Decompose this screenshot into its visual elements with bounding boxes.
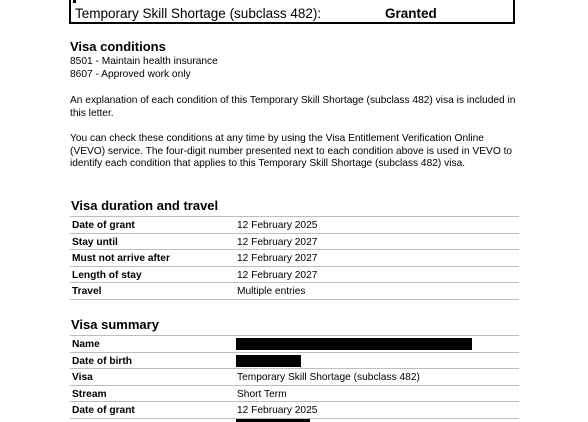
row-label: Date of grant [72,405,135,417]
visa-summary-heading: Visa summary [71,317,159,332]
table-row [70,353,519,370]
row-value: Short Term [237,388,287,400]
redacted-dob-block [236,355,301,367]
row-value: 12 February 2025 [237,405,318,417]
table-row [70,336,519,353]
row-value: 12 February 2025 [237,220,318,231]
table-row [70,402,519,419]
row-label: Must not arrive after [72,253,170,265]
row-value: Temporary Skill Shortage (subclass 482) [237,372,420,384]
row-label: Travel [72,286,102,298]
table-row [70,217,519,234]
visa-summary-table [70,335,519,419]
table-row [70,250,519,267]
table-row [70,386,519,403]
vevo-paragraph: You can check these conditions at any time by using the Visa Entitlement Verification Online (VEVO) service. The four-digit number presented next to each condition above is used in VEVO to identify each condition that applies to this Temporary Skill Shortage (subclass 482) visa. [70,133,513,170]
row-label: Date of grant [72,220,135,231]
row-label: Name [72,339,100,350]
row-value: 12 February 2027 [237,236,318,248]
row-value: 12 February 2027 [237,269,318,281]
table-row [70,234,519,251]
condition-item-8501: 8501 - Maintain health insurance [70,56,218,67]
row-label: Stay until [72,236,118,248]
grant-status-label: Temporary Skill Shortage (subclass 482): [75,6,322,21]
table-row [70,267,519,284]
row-label: Visa [72,372,93,384]
grant-status-box [69,0,515,24]
row-label: Stream [72,388,107,400]
visa-conditions-heading: Visa conditions [70,39,166,54]
visa-duration-heading: Visa duration and travel [71,198,219,213]
visa-duration-table [70,216,519,300]
row-label: Date of birth [72,355,132,367]
row-value: 12 February 2027 [237,253,318,265]
row-value: Multiple entries [237,286,306,298]
table-row [70,283,519,300]
condition-item-8607: 8607 - Approved work only [70,69,191,80]
table-row [70,369,519,386]
cut-off-text-fragment [73,0,76,3]
row-label: Length of stay [72,269,142,281]
redacted-name-block [236,338,472,350]
grant-status-value: Granted [385,6,437,21]
conditions-explanation-paragraph: An explanation of each condition of this Temporary Skill Shortage (subclass 482) visa is included in this letter. [70,95,516,119]
